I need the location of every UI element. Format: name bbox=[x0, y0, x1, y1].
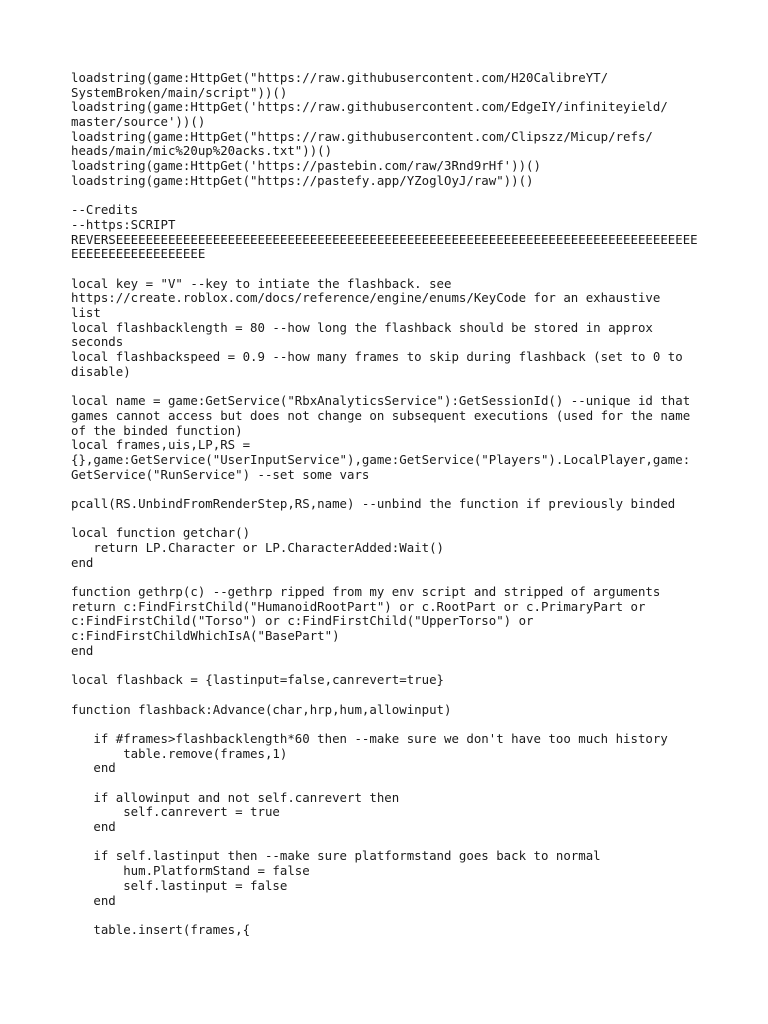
code-line: table.remove(frames,1) bbox=[71, 746, 288, 761]
code-line: {},game:GetService("UserInputService"),game:GetService("Players").LocalPlayer,game: bbox=[71, 452, 691, 467]
code-line: local flashback = {lastinput=false,canrevert=true} bbox=[71, 673, 444, 688]
code-line bbox=[71, 776, 701, 791]
code-line bbox=[71, 908, 701, 923]
code-line: of the binded function) bbox=[71, 423, 243, 438]
code-line: loadstring(game:HttpGet('https://pastebin.com/raw/3Rnd9rHf'))() bbox=[71, 159, 541, 174]
code-line: if allowinput and not self.canrevert then bbox=[71, 790, 400, 805]
code-line: games cannot access but does not change on subsequent executions (used for the name bbox=[71, 408, 691, 423]
code-line: local key = "V" --key to intiate the flashback. see bbox=[71, 276, 452, 291]
code-line: seconds bbox=[71, 335, 124, 350]
code-line bbox=[71, 189, 701, 204]
code-line: local function getchar() bbox=[71, 526, 251, 541]
code-line: loadstring(game:HttpGet("https://raw.githubusercontent.com/H20CalibreYT/ bbox=[71, 71, 609, 85]
code-line bbox=[71, 512, 701, 527]
code-line: local frames,uis,LP,RS = bbox=[71, 438, 251, 453]
code-line: self.lastinput = false bbox=[71, 878, 288, 893]
code-line bbox=[71, 659, 701, 674]
code-line: end bbox=[71, 820, 116, 835]
code-line: pcall(RS.UnbindFromRenderStep,RS,name) --unbind the function if previously binded bbox=[71, 496, 676, 511]
code-line: end bbox=[71, 761, 116, 776]
code-line: end bbox=[71, 555, 94, 570]
code-line: function flashback:Advance(char,hrp,hum,allowinput) bbox=[71, 702, 452, 717]
code-line: --Credits bbox=[71, 203, 139, 218]
code-line: master/source'))() bbox=[71, 115, 206, 130]
code-line: end bbox=[71, 893, 116, 908]
code-line: EEEEEEEEEEEEEEEEEE bbox=[71, 247, 206, 262]
code-line: --https:SCRIPT bbox=[71, 217, 176, 232]
code-line: GetService("RunService") --set some vars bbox=[71, 467, 370, 482]
code-line: list bbox=[71, 306, 101, 320]
code-line: loadstring(game:HttpGet("https://raw.githubusercontent.com/Clipszz/Micup/refs/ bbox=[71, 129, 653, 144]
code-line: https://create.roblox.com/docs/reference/engine/enums/KeyCode for an exhaustive bbox=[71, 291, 661, 306]
code-line bbox=[71, 262, 701, 277]
code-line bbox=[71, 717, 701, 732]
code-line: return LP.Character or LP.CharacterAdded:Wait() bbox=[71, 541, 444, 555]
code-line: if self.lastinput then --make sure platformstand goes back to normal bbox=[71, 849, 601, 864]
code-line: SystemBroken/main/script"))() bbox=[71, 85, 288, 100]
code-line: hum.PlatformStand = false bbox=[71, 864, 310, 879]
code-line bbox=[71, 835, 701, 850]
code-line: REVERSEEEEEEEEEEEEEEEEEEEEEEEEEEEEEEEEEEEEEEEEEEEEEEEEEEEEEEEEEEEEEEEEEEEEEEEEEEEEEE bbox=[71, 232, 698, 247]
code-line: local flashbacklength = 80 --how long the flashback should be stored in approx bbox=[71, 320, 653, 335]
code-line: function gethrp(c) --gethrp ripped from my env script and stripped of arguments bbox=[71, 585, 661, 600]
code-line: return c:FindFirstChild("HumanoidRootPart") or c.RootPart or c.PrimaryPart or bbox=[71, 599, 646, 614]
code-line bbox=[71, 379, 701, 394]
code-line: loadstring(game:HttpGet("https://pastefy.app/YZoglOyJ/raw"))() bbox=[71, 173, 534, 188]
code-line: c:FindFirstChildWhichIsA("BasePart") bbox=[71, 629, 340, 644]
code-line: loadstring(game:HttpGet('https://raw.githubusercontent.com/EdgeIY/infiniteyield/ bbox=[71, 100, 668, 115]
code-line: local name = game:GetService("RbxAnalyticsService"):GetSessionId() --unique id that bbox=[71, 394, 691, 409]
code-line: self.canrevert = true bbox=[71, 805, 280, 820]
document-page bbox=[71, 71, 701, 938]
code-line: table.insert(frames,{ bbox=[71, 922, 251, 937]
code-line: end bbox=[71, 643, 94, 658]
code-line bbox=[71, 688, 701, 703]
code-line: heads/main/mic%20up%20acks.txt"))() bbox=[71, 144, 333, 159]
code-line bbox=[71, 482, 701, 497]
code-line: local flashbackspeed = 0.9 --how many frames to skip during flashback (set to 0 to bbox=[71, 350, 683, 365]
code-line: c:FindFirstChild("Torso") or c:FindFirstChild("UpperTorso") or bbox=[71, 614, 534, 629]
code-line: if #frames>flashbacklength*60 then --make sure we don't have too much history bbox=[71, 731, 668, 746]
code-line bbox=[71, 570, 701, 585]
code-line: disable) bbox=[71, 364, 131, 379]
